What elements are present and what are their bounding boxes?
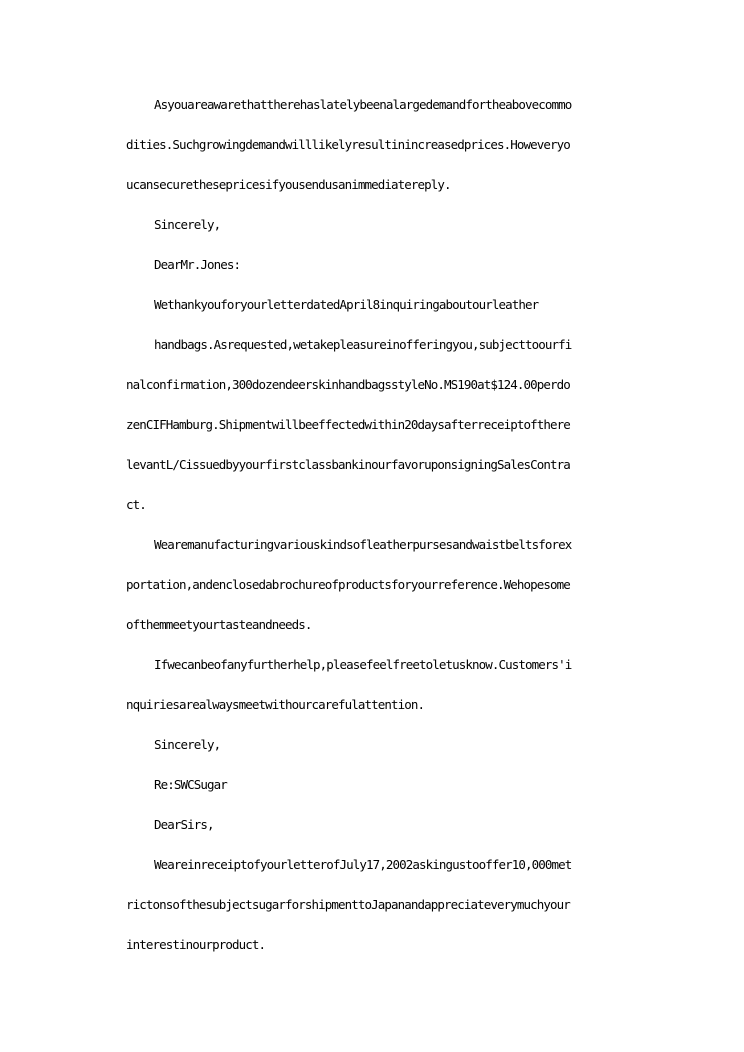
salutation: DearSirs, <box>154 817 214 832</box>
text-line: interestinourproduct. <box>126 937 266 952</box>
text-line: Wearemanufacturingvariouskindsofleatherpursesandwaistbeltsforex <box>154 537 572 552</box>
closing-sincerely: Sincerely, <box>154 737 221 752</box>
text-line: levantL/CissuedbyyourfirstclassbankinourfavoruponsigningSalesContra <box>126 457 570 472</box>
text-line: dities.Suchgrowingdemandwilllikelyresultinincreasedprices.Howeveryo <box>126 137 570 152</box>
closing-sincerely: Sincerely, <box>154 217 221 232</box>
salutation: DearMr.Jones: <box>154 257 241 272</box>
text-line: ofthemmeetyourtasteandneeds. <box>126 617 312 632</box>
text-line: WethankyouforyourletterdatedApril8inquiringaboutourleather <box>154 297 539 312</box>
text-line: handbags.Asrequested,wetakepleasureinofferingyou,subjecttoourfi <box>154 337 572 352</box>
text-line: Ifwecanbeofanyfurtherhelp,pleasefeelfreetoletusknow.Customers'i <box>154 657 572 672</box>
text-line: nquiriesarealwaysmeetwithourcarefulattention. <box>126 697 425 712</box>
text-line: zenCIFHamburg.Shipmentwillbeeffectedwithin20daysafterreceiptofthere <box>126 417 570 432</box>
text-line: ct. <box>126 497 146 512</box>
text-line: ucansecurethesepricesifyousendusanimmediatereply. <box>126 177 451 192</box>
text-line: nalconfirmation,300dozendeerskinhandbagsstyleNo.MS190at$124.00perdo <box>126 377 570 392</box>
text-line: rictonsofthesubjectsugarforshipmenttoJapanandappreciateverymuchyour <box>126 897 570 912</box>
subject-line: Re:SWCSugar <box>154 777 227 792</box>
text-line: WeareinreceiptofyourletterofJuly17,2002askingustooffer10,000met <box>154 857 572 872</box>
text-line: portation,andenclosedabrochureofproductsforyourreference.Wehopesome <box>126 577 570 592</box>
text-line: Asyouareawarethattherehaslatelybeenalargedemandfortheabovecommo <box>154 97 572 112</box>
